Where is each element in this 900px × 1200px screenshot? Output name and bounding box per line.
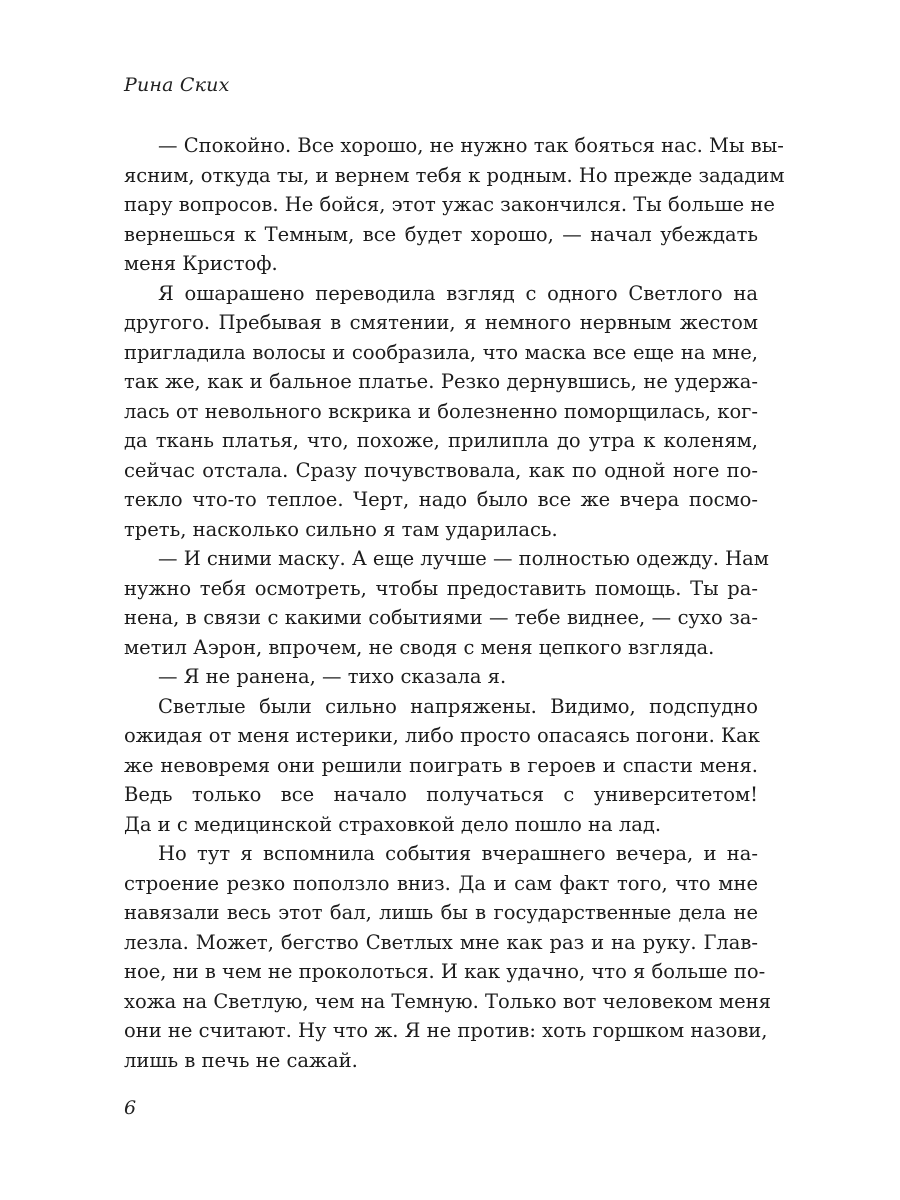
text-line: ное, ни в чем не проколоться. И как удачно, что я больше по- (124, 960, 766, 983)
text-line: другого. Пребывая в смятении, я немного нервным жестом (124, 311, 758, 334)
text-line: — И сними маску. А еще лучше — полностью одежду. Нам (158, 547, 769, 570)
text-line: так же, как и бальное платье. Резко дернувшись, не удержа- (124, 370, 758, 393)
running-head-author: Рина Ских (124, 74, 230, 96)
text-line: строение резко поползло вниз. Да и сам факт того, что мне (124, 871, 758, 895)
text-line: пригладила волосы и сообразила, что маска все еще на мне, (124, 340, 758, 364)
body-text (124, 131, 785, 1075)
text-line: навязали весь этот бал, лишь бы в государственные дела не (124, 901, 758, 924)
text-line: меня Кристоф. (124, 252, 278, 275)
text-line: вернешься к Темным, все будет хорошо, — начал убеждать (124, 222, 758, 246)
text-line: ясним, откуда ты, и вернем тебя к родным. Но прежде зададим (124, 163, 785, 187)
text-line: Но тут я вспомнила события вчерашнего вечера, и на- (158, 842, 758, 865)
text-line: Я ошарашено переводила взгляд с одного Светлого на (158, 281, 758, 305)
text-line: лезла. Может, бегство Светлых мне как раз и на руку. Глав- (124, 930, 758, 954)
text-line: — Спокойно. Все хорошо, не нужно так бояться нас. Мы вы- (158, 134, 784, 157)
text-line: ожидая от меня истерики, либо просто опасаясь погони. Как (124, 724, 760, 747)
text-line: треть, насколько сильно я там ударилась. (124, 517, 558, 541)
text-line: они не считают. Ну что ж. Я не против: хоть горшком назови, (124, 1019, 768, 1042)
text-line: нена, в связи с какими событиями — тебе виднее, — сухо за- (124, 606, 758, 629)
text-line: — Я не ранена, — тихо сказала я. (158, 665, 507, 688)
text-line: же невовремя они решили поиграть в героев и спасти меня. (124, 753, 758, 777)
text-line: хожа на Светлую, чем на Темную. Только вот человеком меня (124, 989, 771, 1013)
text-line: нужно тебя осмотреть, чтобы предоставить помощь. Ты ра- (124, 576, 758, 600)
text-line: да ткань платья, что, похоже, прилипла до утра к коленям, (124, 429, 758, 452)
text-line: Ведь только все начало получаться с университетом! (124, 783, 758, 806)
text-line: Светлые были сильно напряжены. Видимо, подспудно (158, 694, 758, 718)
page-number: 6 (124, 1097, 137, 1119)
text-line: пару вопросов. Не бойся, этот ужас закончился. Ты больше не (124, 193, 775, 216)
text-line: лишь в печь не сажай. (124, 1048, 358, 1072)
text-line: лась от невольного вскрика и болезненно поморщилась, ког- (124, 399, 758, 423)
text-line: текло что-то теплое. Черт, надо было все же вчера посмо- (124, 488, 758, 511)
text-line: сейчас отстала. Сразу почувствовала, как по одной ноге по- (124, 458, 758, 482)
text-line: метил Аэрон, впрочем, не сводя с меня цепкого взгляда. (124, 635, 715, 659)
text-line: Да и с медицинской страховкой дело пошло на лад. (124, 812, 662, 836)
